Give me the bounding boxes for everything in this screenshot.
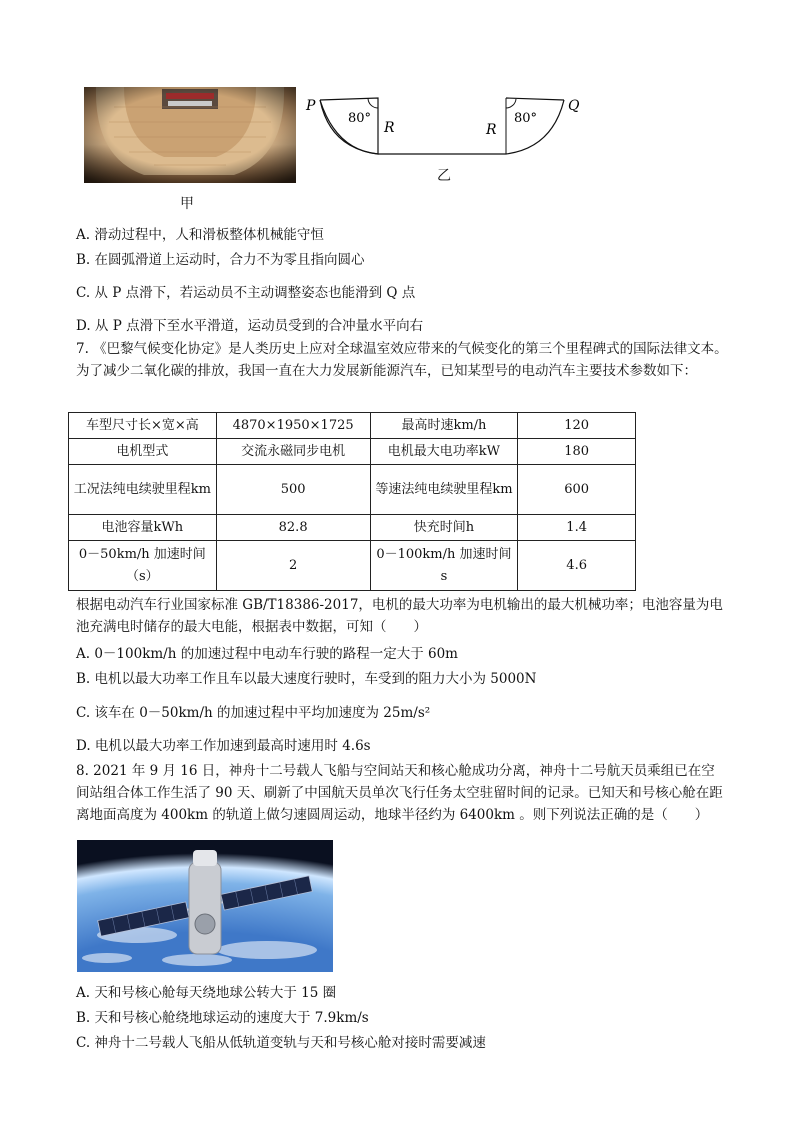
table-cell: 4.6 (518, 541, 636, 591)
table-cell: 电池容量kWh (69, 515, 217, 541)
table-cell: 工况法纯电续驶里程km (69, 465, 217, 515)
table-cell: 1.4 (518, 515, 636, 541)
q7-option-a: A. 0－100km/h 的加速过程中电动车行驶的路程一定大于 60m (76, 646, 458, 662)
table-cell: 2 (216, 541, 370, 591)
table-cell: 电机型式 (69, 439, 217, 465)
q6-option-b: B. 在圆弧滑道上运动时，合力不为零且指向圆心 (76, 252, 365, 268)
table-row (69, 413, 636, 439)
table-cell: 4870×1950×1725 (216, 413, 370, 439)
table-cell: 电机最大电功率kW (370, 439, 518, 465)
q6-option-d: D. 从 P 点滑下至水平滑道，运动员受到的合冲量水平向右 (76, 318, 424, 334)
table-row (69, 439, 636, 465)
table-cell: 最高时速km/h (370, 413, 518, 439)
q8-option-b: B. 天和号核心舱绕地球运动的速度大于 7.9km/s (76, 1010, 369, 1026)
q8-option-c: C. 神舟十二号载人飞船从低轨道变轨与天和号核心舱对接时需要减速 (76, 1035, 486, 1051)
table-cell: 120 (518, 413, 636, 439)
table-cell: 600 (518, 465, 636, 515)
table-cell: 快充时间h (370, 515, 518, 541)
table-cell: 交流永磁同步电机 (216, 439, 370, 465)
table-cell: 0－50km/h 加速时间（s） (69, 541, 217, 591)
q7-option-c: C. 该车在 0－50km/h 的加速过程中平均加速度为 25m/s² (76, 705, 431, 721)
table-cell: 0－100km/h 加速时间s (370, 541, 518, 591)
figure-label-jia: 甲 (180, 196, 194, 212)
q8-option-a: A. 天和号核心舱每天绕地球公转大于 15 圈 (76, 985, 337, 1001)
table-cell: 180 (518, 439, 636, 465)
point-p-label: P (306, 98, 316, 114)
q7-stem: 7. 《巴黎气候变化协定》是人类历史上应对全球温室效应带来的气候变化的第三个里程碑式的国际法律文本。为了减少二氧化碳的排放，我国一直在大力发展新能源汽车，已知某型号的电动汽车主要技术参数如下： (76, 341, 728, 379)
spec-table (68, 412, 636, 591)
point-q-label: Q (568, 98, 580, 114)
table-cell: 车型尺寸长×宽×高 (69, 413, 217, 439)
q6-option-a: A. 滑动过程中，人和滑板整体机械能守恒 (76, 227, 324, 243)
figure-label-yi: 乙 (437, 168, 451, 184)
q7-after-text: 根据电动汽车行业国家标准 GB/T18386-2017，电机的最大功率为电机输出的最大机械功率；电池容量为电池充满电时储存的最大电能，根据表中数据，可知（ ） (76, 597, 723, 635)
table-row (69, 465, 636, 515)
q7-option-d: D. 电机以最大功率工作加速到最高时速用时 4.6s (76, 738, 371, 754)
table-cell: 500 (216, 465, 370, 515)
radius-label-left: R (384, 120, 395, 136)
table-row (69, 541, 636, 591)
table-cell: 等速法纯电续驶里程km (370, 465, 518, 515)
halfpipe-photo (84, 87, 296, 183)
space-station-photo (77, 840, 333, 972)
q7-option-b: B. 电机以最大功率工作且车以最大速度行驶时，车受到的阻力大小为 5000N (76, 671, 537, 687)
table-row (69, 515, 636, 541)
table-cell: 82.8 (216, 515, 370, 541)
angle-label-left: 80° (348, 111, 372, 126)
radius-label-right: R (486, 122, 497, 138)
q6-option-c: C. 从 P 点滑下，若运动员不主动调整姿态也能滑到 Q 点 (76, 285, 416, 301)
q8-stem: 8. 2021 年 9 月 16 日，神舟十二号载人飞船与空间站天和核心舱成功分离，神舟十二号航天员乘组已在空间站组合体工作生活了 90 天、刷新了中国航天员单次飞行任务太空驻留时间的记录。已知天和号核心舱在距离地面高度为 400km 的轨道上做匀速圆周运动，地球半径约为 6400km 。则下列说法正确的是（ ） (76, 763, 723, 823)
angle-label-right: 80° (514, 111, 538, 126)
